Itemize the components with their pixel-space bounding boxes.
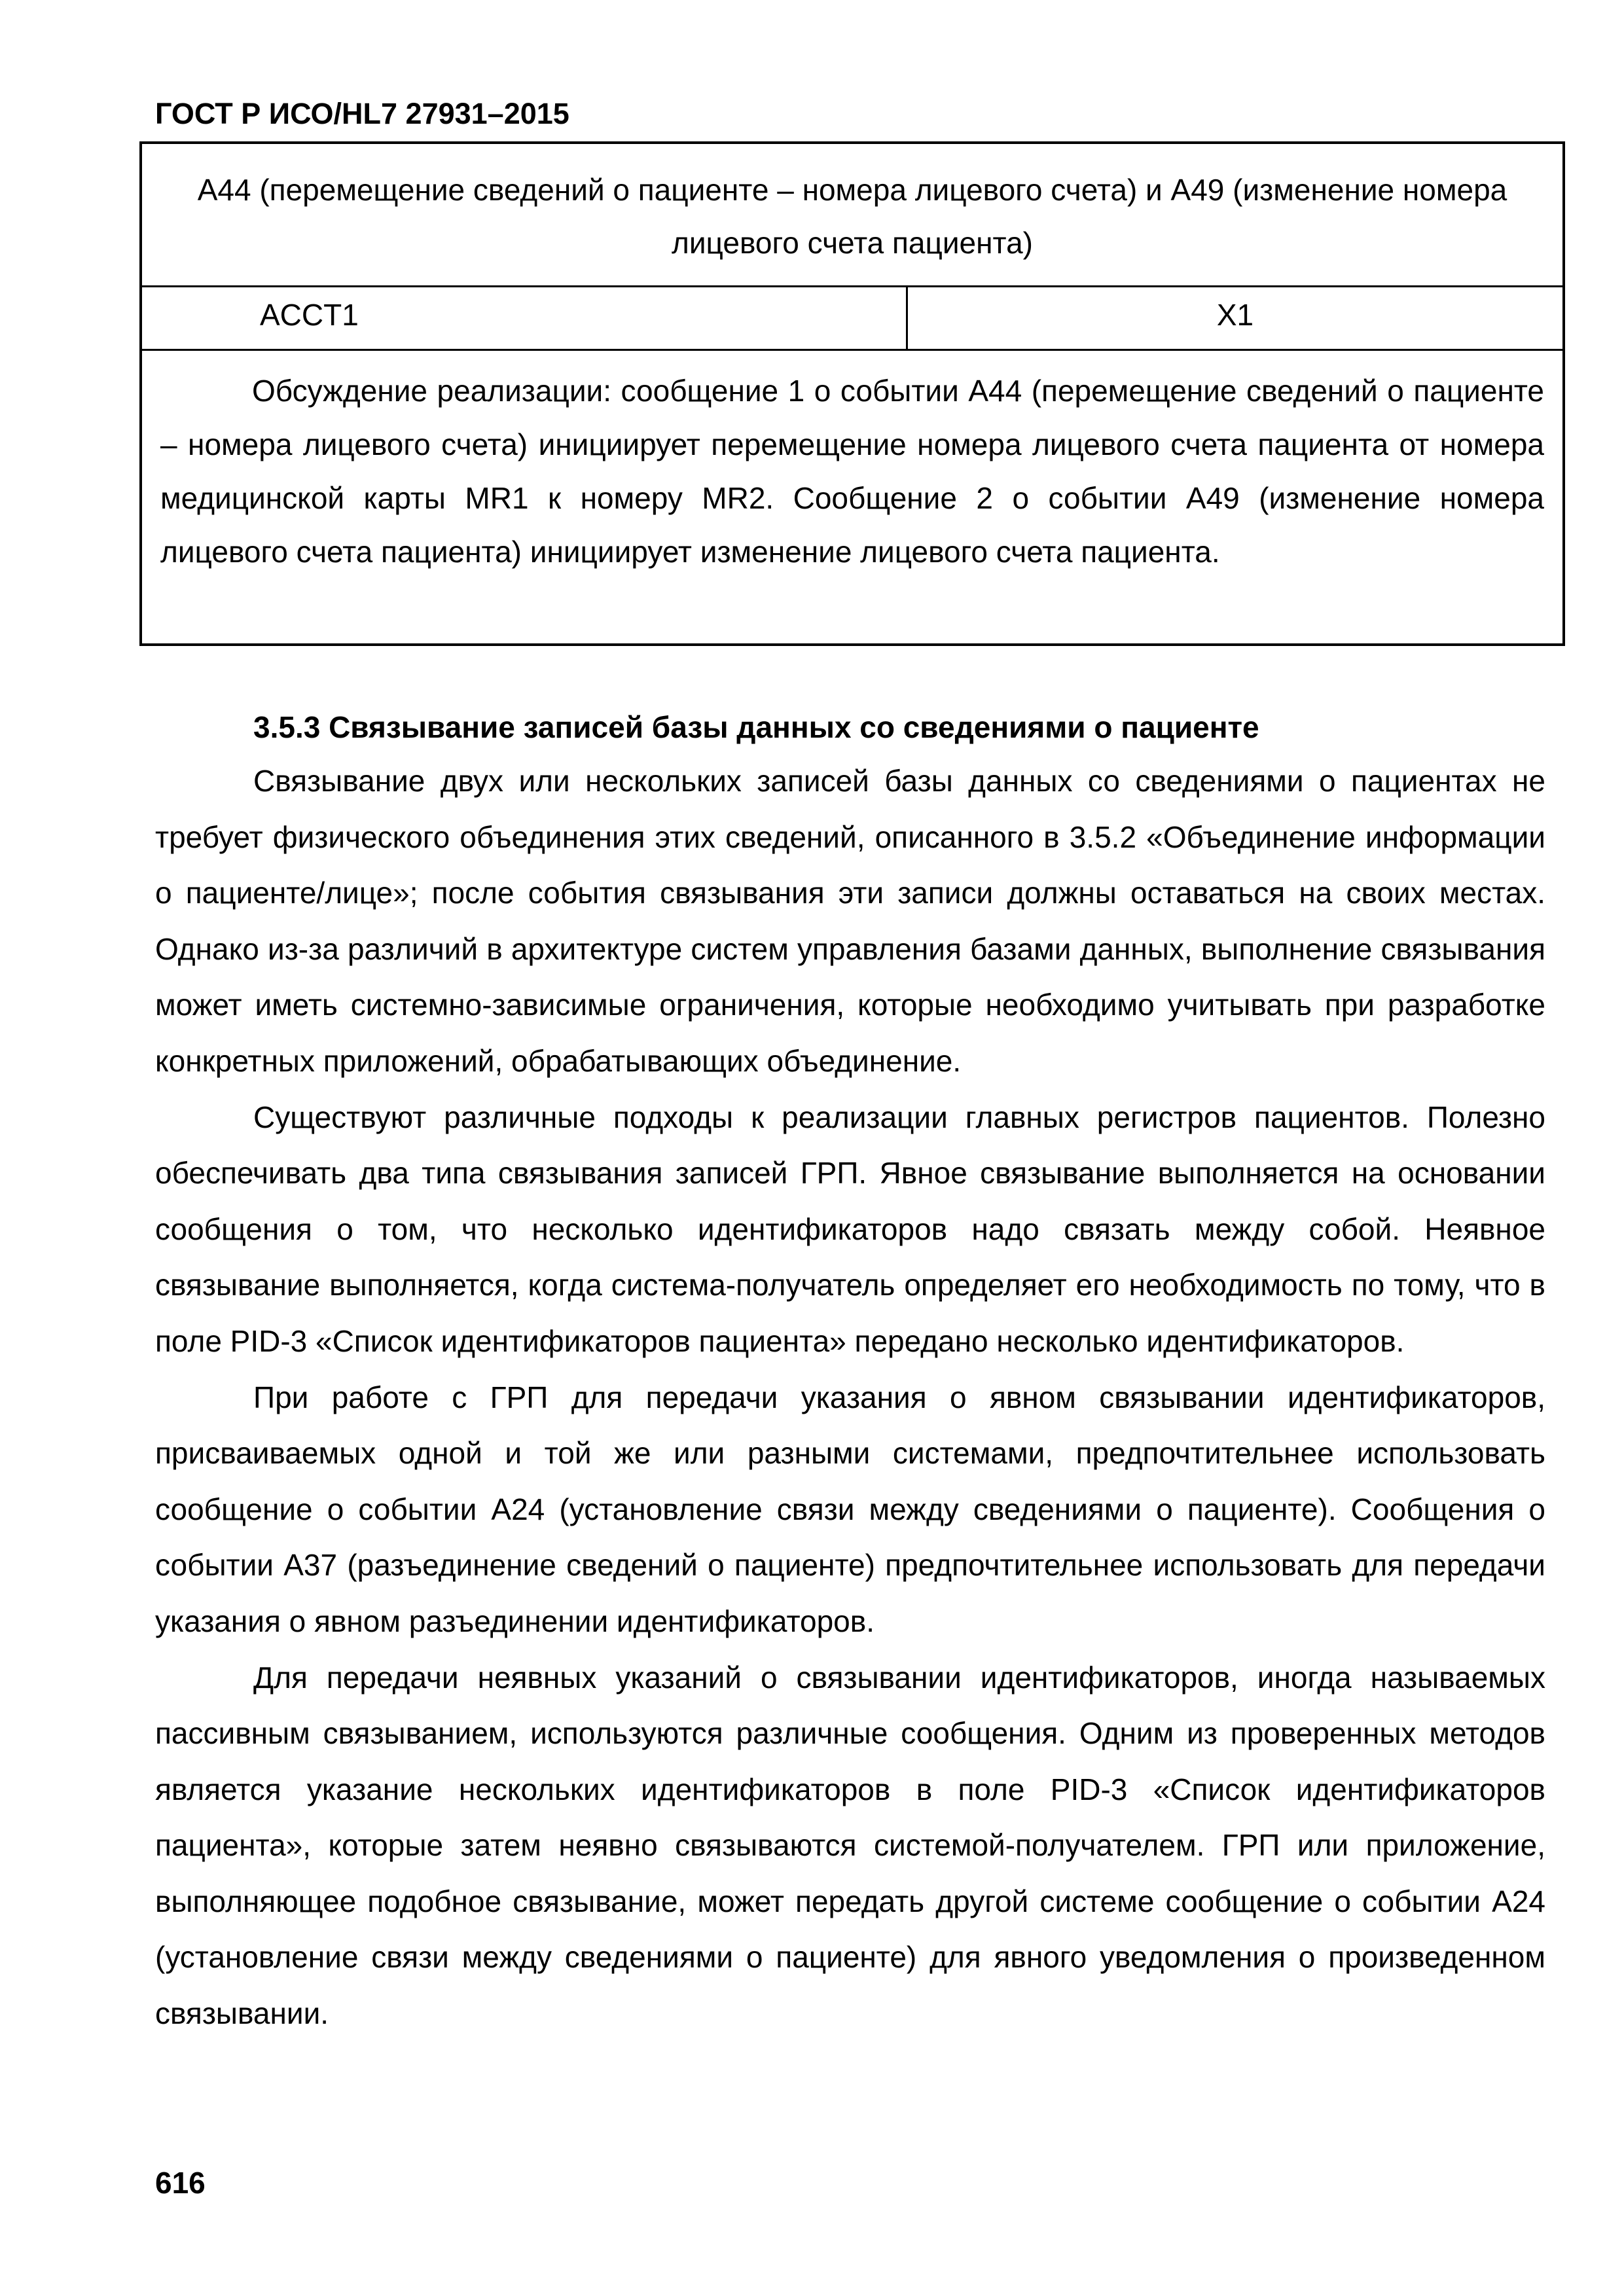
paragraph: Существуют различные подходы к реализации главных регистров пациентов. Полезно обеспечивать два типа связывания записей ГРП. Явное связывание выполняется на основании сообщения о том, что несколько идентификаторов надо связать между собой. Неявное связывание выполняется, когда система-получатель определяет его необходимость по тому, что в поле PID-3 «Список идентификаторов пациента» передано несколько идентификаторов. [155, 1100, 1545, 1358]
table-cell-value: X1 [1216, 298, 1254, 332]
table-title: A44 (перемещение сведений о пациенте – номера лицевого счета) и A49 (изменение номера лицевого счета пациента) [142, 144, 1562, 287]
paragraph: Связывание двух или нескольких записей базы данных со сведениями о пациентах не требует физического объединения этих сведений, описанного в 3.5.2 «Объединение информации о пациенте/лице»; после события связывания эти записи должны оставаться на своих местах. Однако из-за различий в архитектуре систем управления базами данных, выполнение связывания может иметь системно-зависимые ограничения, которые необходимо учитывать при разработке конкретных приложений, обрабатывающих объединение. [155, 764, 1545, 1078]
event-table [139, 141, 1565, 646]
paragraph: Для передачи неявных указаний о связывании идентификаторов, иногда называемых пассивным связыванием, используются различные сообщения. Одним из проверенных методов является указание нескольких идентификаторов в поле PID-3 «Список идентификаторов пациента», которые затем неявно связываются системой-получателем. ГРП или приложение, выполняющее подобное связывание, может передать другой системе сообщение о событии A24 (установление связи между сведениями о пациенте) для явного уведомления о произведенном связывании. [155, 1660, 1545, 2031]
table-note [142, 351, 1562, 579]
table-row [142, 287, 1562, 351]
section-heading: 3.5.3 Связывание записей базы данных со сведениями о пациенте [253, 710, 1259, 744]
standard-header: ГОСТ Р ИСО/HL7 27931–2015 [155, 97, 569, 130]
table-cell-segment: ACCT1 [142, 287, 908, 349]
page-number: 616 [155, 2166, 206, 2200]
paragraph: При работе с ГРП для передачи указания о явном связывании идентификаторов, присваиваемых одной и той же или разными системами, предпочтительнее использовать сообщение о событии A24 (установление связи между сведениями о пациенте). Сообщения о событии A37 (разъединение сведений о пациенте) предпочтительнее использовать для передачи указания о явном разъединении идентификаторов. [155, 1380, 1545, 1638]
table-note-text: Обсуждение реализации: сообщение 1 о событии A44 (перемещение сведений о пациенте – номера лицевого счета) инициирует перемещение номера лицевого счета пациента от номера медицинской карты MR1 к номеру MR2. Сообщение 2 о событии A49 (изменение номера лицевого счета пациента) инициирует изменение лицевого счета пациента. [160, 374, 1544, 569]
section-body [155, 753, 1545, 2042]
